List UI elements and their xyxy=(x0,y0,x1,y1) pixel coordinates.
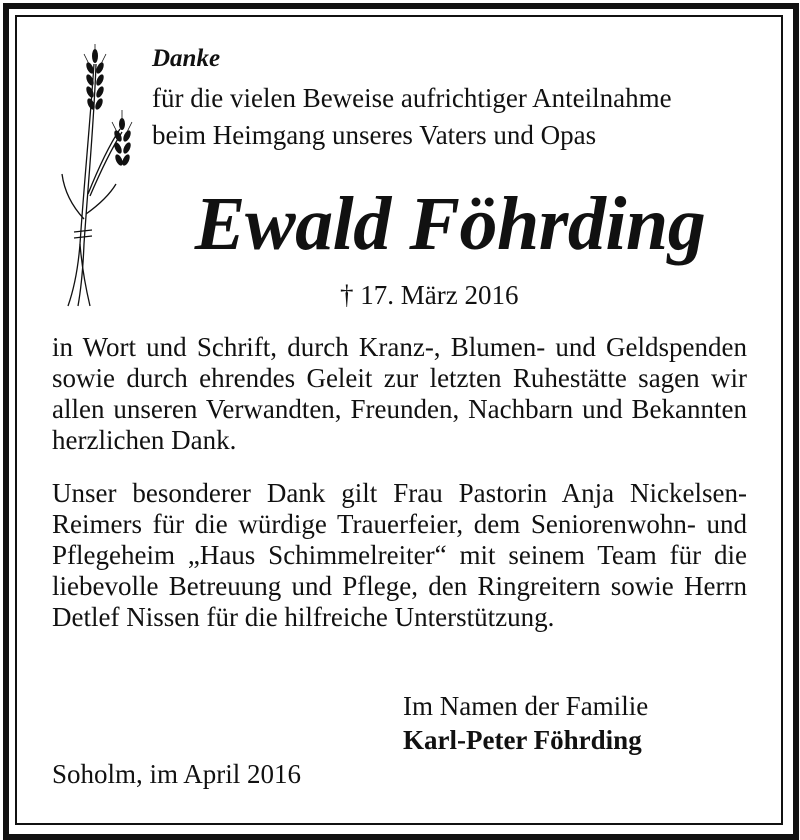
intro-line-1: für die vielen Beweise aufrichtiger Anteilnahme xyxy=(152,83,672,113)
intro-text xyxy=(152,80,672,154)
death-date: † 17. März 2016 xyxy=(340,280,519,310)
signature-intro: Im Namen der Familie xyxy=(403,691,649,721)
deceased-name: Ewald Föhrding xyxy=(194,182,706,266)
place-date: Soholm, im April 2016 xyxy=(52,759,302,789)
intro-line-2: beim Heimgang unseres Vaters und Opas xyxy=(152,120,597,150)
thanks-paragraph-1: in Wort und Schrift, durch Kranz-, Blumen- und Geldspenden sowie durch ehrendes Geleit zur letzten Ruhestätte sagen wir allen unseren Verwandten, Freunden, Nachbarn und Bekannten herzlichen Dank. xyxy=(52,332,747,455)
thanks-paragraph-2: Unser besonderer Dank gilt Frau Pastorin Anja Nickelsen-Reimers für die würdige Trauerfeier, dem Seniorenwohn- und Pflegeheim „Haus Schimmelreiter“ mit seinem Team für die liebevolle Betreuung und Pflege, den Ringreitern sowie Herrn Detlef Nissen für die hilfreiche Unterstützung. xyxy=(52,478,747,632)
thanks-heading: Danke xyxy=(152,45,221,72)
signature-name: Karl-Peter Föhrding xyxy=(403,725,642,755)
wheat-sheaf-icon xyxy=(50,44,140,314)
